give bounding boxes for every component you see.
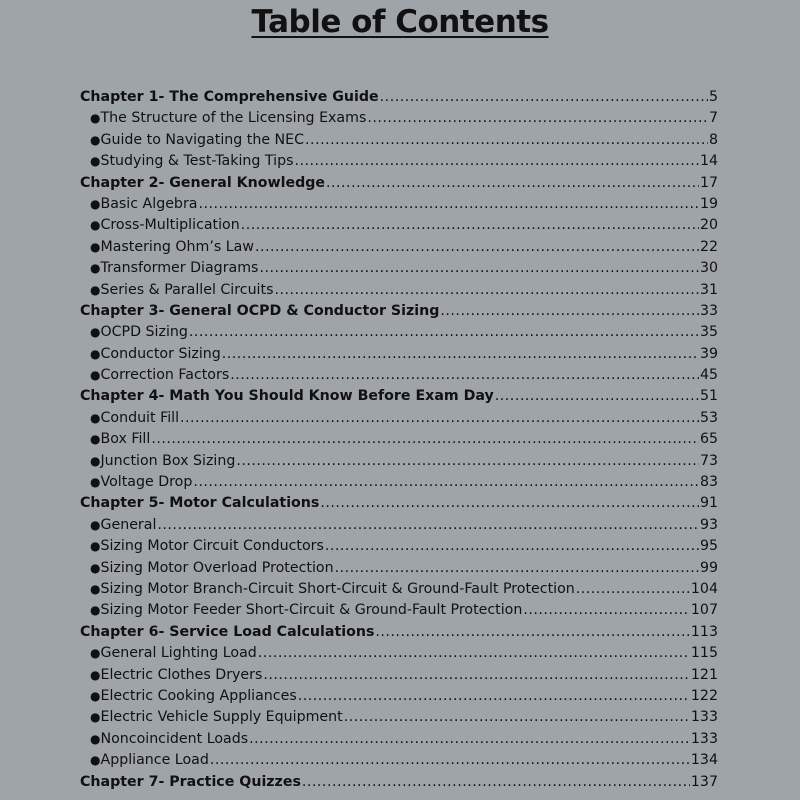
dot-leader <box>198 194 698 215</box>
dot-leader <box>180 408 699 429</box>
dot-leader <box>274 280 698 301</box>
toc-page-number: 22 <box>699 238 718 255</box>
toc-entry-label: Electric Clothes Dryers <box>100 666 263 683</box>
toc-entry-label: Electric Vehicle Supply Equipment <box>100 709 343 726</box>
bullet-icon: ● <box>90 453 101 468</box>
bullet-icon: ● <box>90 368 101 383</box>
toc-chapter-row[interactable] <box>80 173 718 194</box>
toc-entry-label: The Structure of the Licensing Exams <box>100 110 367 127</box>
toc-section-row[interactable] <box>80 750 718 771</box>
dot-leader <box>326 173 699 194</box>
toc-page-number: 95 <box>699 538 718 555</box>
toc-section-row[interactable] <box>80 194 718 215</box>
dot-leader <box>222 344 699 365</box>
toc-entry-label: Series & Parallel Circuits <box>100 281 274 298</box>
toc-section-row[interactable] <box>80 686 718 707</box>
toc-page-number: 33 <box>699 302 718 319</box>
toc-section-row[interactable] <box>80 215 718 236</box>
toc-entry-label: Chapter 2- General Knowledge <box>80 174 326 191</box>
toc-page-number: 134 <box>690 752 718 769</box>
bullet-icon: ● <box>90 731 101 746</box>
bullet-icon: ● <box>90 603 101 618</box>
dot-leader <box>236 451 699 472</box>
toc-entry-label: Chapter 5- Motor Calculations <box>80 495 320 512</box>
toc-section-row[interactable] <box>80 579 718 600</box>
toc-page-number: 17 <box>699 174 718 191</box>
dot-leader <box>495 386 699 407</box>
toc-entry-label: General Lighting Load <box>100 645 257 662</box>
toc-section-row[interactable] <box>80 707 718 728</box>
bullet-icon: ● <box>90 346 101 361</box>
table-of-contents <box>80 87 718 793</box>
toc-page-number: 20 <box>699 217 718 234</box>
toc-section-row[interactable] <box>80 408 718 429</box>
dot-leader <box>523 600 690 621</box>
toc-section-row[interactable] <box>80 643 718 664</box>
dot-leader <box>380 87 708 108</box>
bullet-icon: ● <box>90 560 101 575</box>
toc-page-number: 31 <box>699 281 718 298</box>
dot-leader <box>298 686 690 707</box>
dot-leader <box>249 729 690 750</box>
toc-section-row[interactable] <box>80 558 718 579</box>
toc-page-number: 113 <box>690 623 718 640</box>
dot-leader <box>189 322 699 343</box>
toc-entry-label: Sizing Motor Branch-Circuit Short-Circuit & Ground-Fault Protection <box>100 580 575 597</box>
toc-entry-label: Voltage Drop <box>100 474 193 491</box>
dot-leader <box>367 108 708 129</box>
toc-section-row[interactable] <box>80 237 718 258</box>
bullet-icon: ● <box>90 710 101 725</box>
toc-section-row[interactable] <box>80 280 718 301</box>
toc-entry-label: General <box>100 516 157 533</box>
toc-section-row[interactable] <box>80 729 718 750</box>
toc-entry-label: Basic Algebra <box>100 195 198 212</box>
toc-entry-label: Chapter 6- Service Load Calculations <box>80 623 375 640</box>
toc-page-number: 93 <box>699 516 718 533</box>
toc-page-number: 115 <box>690 645 718 662</box>
toc-page-number: 30 <box>699 260 718 277</box>
bullet-icon: ● <box>90 239 101 254</box>
dot-leader <box>576 579 690 600</box>
page-title: Table of Contents <box>251 4 549 40</box>
toc-entry-label: Appliance Load <box>100 752 209 769</box>
bullet-icon: ● <box>90 261 101 276</box>
dot-leader <box>302 772 690 793</box>
toc-chapter-row[interactable] <box>80 772 718 793</box>
bullet-icon: ● <box>90 667 101 682</box>
toc-page-number: 7 <box>708 110 718 127</box>
dot-leader <box>210 750 690 771</box>
toc-section-row[interactable] <box>80 665 718 686</box>
toc-entry-label: Junction Box Sizing <box>100 452 236 469</box>
dot-leader <box>193 472 699 493</box>
toc-entry-label: Chapter 1- The Comprehensive Guide <box>80 89 379 105</box>
toc-page-number: 91 <box>699 495 718 512</box>
bullet-icon: ● <box>90 581 101 596</box>
toc-page-number: 99 <box>699 559 718 576</box>
toc-page-number: 133 <box>690 730 718 747</box>
toc-chapter-row[interactable] <box>80 386 718 407</box>
bullet-icon: ● <box>90 432 101 447</box>
toc-chapter-row[interactable] <box>80 622 718 643</box>
toc-entry-label: OCPD Sizing <box>100 324 188 341</box>
dot-leader <box>294 151 698 172</box>
toc-page-number: 5 <box>708 89 718 105</box>
bullet-icon: ● <box>90 325 101 340</box>
toc-chapter-row[interactable] <box>80 493 718 514</box>
toc-chapter-row[interactable] <box>80 301 718 322</box>
bullet-icon: ● <box>90 646 101 661</box>
bullet-icon: ● <box>90 282 101 297</box>
dot-leader <box>375 622 690 643</box>
toc-section-row[interactable] <box>80 365 718 386</box>
toc-page-number: 73 <box>699 452 718 469</box>
dot-leader <box>263 665 690 686</box>
bullet-icon: ● <box>90 218 101 233</box>
dot-leader <box>440 301 699 322</box>
toc-chapter-row[interactable] <box>80 87 718 108</box>
toc-entry-label: Electric Cooking Appliances <box>100 687 297 704</box>
toc-entry-label: Chapter 4- Math You Should Know Before Exam Day <box>80 388 494 405</box>
dot-leader <box>320 493 699 514</box>
toc-section-row[interactable] <box>80 258 718 279</box>
dot-leader <box>241 215 699 236</box>
toc-entry-label: Conduit Fill <box>100 409 180 426</box>
toc-section-row[interactable] <box>80 451 718 472</box>
toc-entry-label: Studying & Test-Taking Tips <box>100 153 294 170</box>
dot-leader <box>157 515 699 536</box>
toc-entry-label: Transformer Diagrams <box>100 260 259 277</box>
dot-leader <box>258 643 690 664</box>
toc-section-row[interactable] <box>80 536 718 557</box>
toc-entry-label: Noncoincident Loads <box>100 730 249 747</box>
toc-page-number: 19 <box>699 195 718 212</box>
toc-section-row[interactable] <box>80 322 718 343</box>
toc-entry-label: Correction Factors <box>100 367 230 384</box>
dot-leader <box>335 558 699 579</box>
bullet-icon: ● <box>90 753 101 768</box>
dot-leader <box>325 536 699 557</box>
toc-entry-label: Chapter 3- General OCPD & Conductor Sizing <box>80 302 440 319</box>
toc-entry-label: Chapter 7- Practice Quizzes <box>80 773 301 790</box>
toc-page-number: 121 <box>690 666 718 683</box>
toc-entry-label: Sizing Motor Overload Protection <box>100 559 334 576</box>
toc-entry-label: Sizing Motor Circuit Conductors <box>100 538 324 555</box>
toc-page-number: 45 <box>699 367 718 384</box>
toc-page-number: 104 <box>690 580 718 597</box>
toc-page-number: 53 <box>699 409 718 426</box>
toc-page-number: 137 <box>690 773 718 790</box>
toc-entry-label: Box Fill <box>100 431 151 448</box>
toc-entry-label: Cross-Multiplication <box>100 217 240 234</box>
toc-page-number: 122 <box>690 687 718 704</box>
toc-entry-label: Mastering Ohm’s Law <box>100 238 254 255</box>
toc-entry-label: Conductor Sizing <box>100 345 221 362</box>
dot-leader <box>305 130 708 151</box>
toc-page-number: 8 <box>708 131 718 148</box>
toc-section-row[interactable] <box>80 600 718 621</box>
toc-section-row[interactable] <box>80 472 718 493</box>
bullet-icon: ● <box>90 196 101 211</box>
toc-page-number: 133 <box>690 709 718 726</box>
dot-leader <box>230 365 699 386</box>
bullet-icon: ● <box>90 154 101 169</box>
toc-entry-label: Sizing Motor Feeder Short-Circuit & Ground-Fault Protection <box>100 602 523 619</box>
toc-page-number: 107 <box>690 602 718 619</box>
toc-section-row[interactable] <box>80 151 718 172</box>
toc-section-row[interactable] <box>80 108 718 129</box>
bullet-icon: ● <box>90 410 101 425</box>
bullet-icon: ● <box>90 475 101 490</box>
toc-section-row[interactable] <box>80 515 718 536</box>
bullet-icon: ● <box>90 688 101 703</box>
toc-entry-label: Guide to Navigating the NEC <box>100 131 305 148</box>
dot-leader <box>259 258 699 279</box>
toc-page-number: 35 <box>699 324 718 341</box>
dot-leader <box>344 707 690 728</box>
toc-page-number: 14 <box>699 153 718 170</box>
toc-section-row[interactable] <box>80 344 718 365</box>
dot-leader <box>151 429 699 450</box>
toc-section-row[interactable] <box>80 429 718 450</box>
bullet-icon: ● <box>90 111 101 126</box>
bullet-icon: ● <box>90 132 101 147</box>
toc-page-number: 39 <box>699 345 718 362</box>
toc-page-number: 51 <box>699 388 718 405</box>
dot-leader <box>255 237 699 258</box>
bullet-icon: ● <box>90 517 101 532</box>
bullet-icon: ● <box>90 539 101 554</box>
toc-page-number: 65 <box>699 431 718 448</box>
toc-section-row[interactable] <box>80 130 718 151</box>
toc-page-number: 83 <box>699 474 718 491</box>
